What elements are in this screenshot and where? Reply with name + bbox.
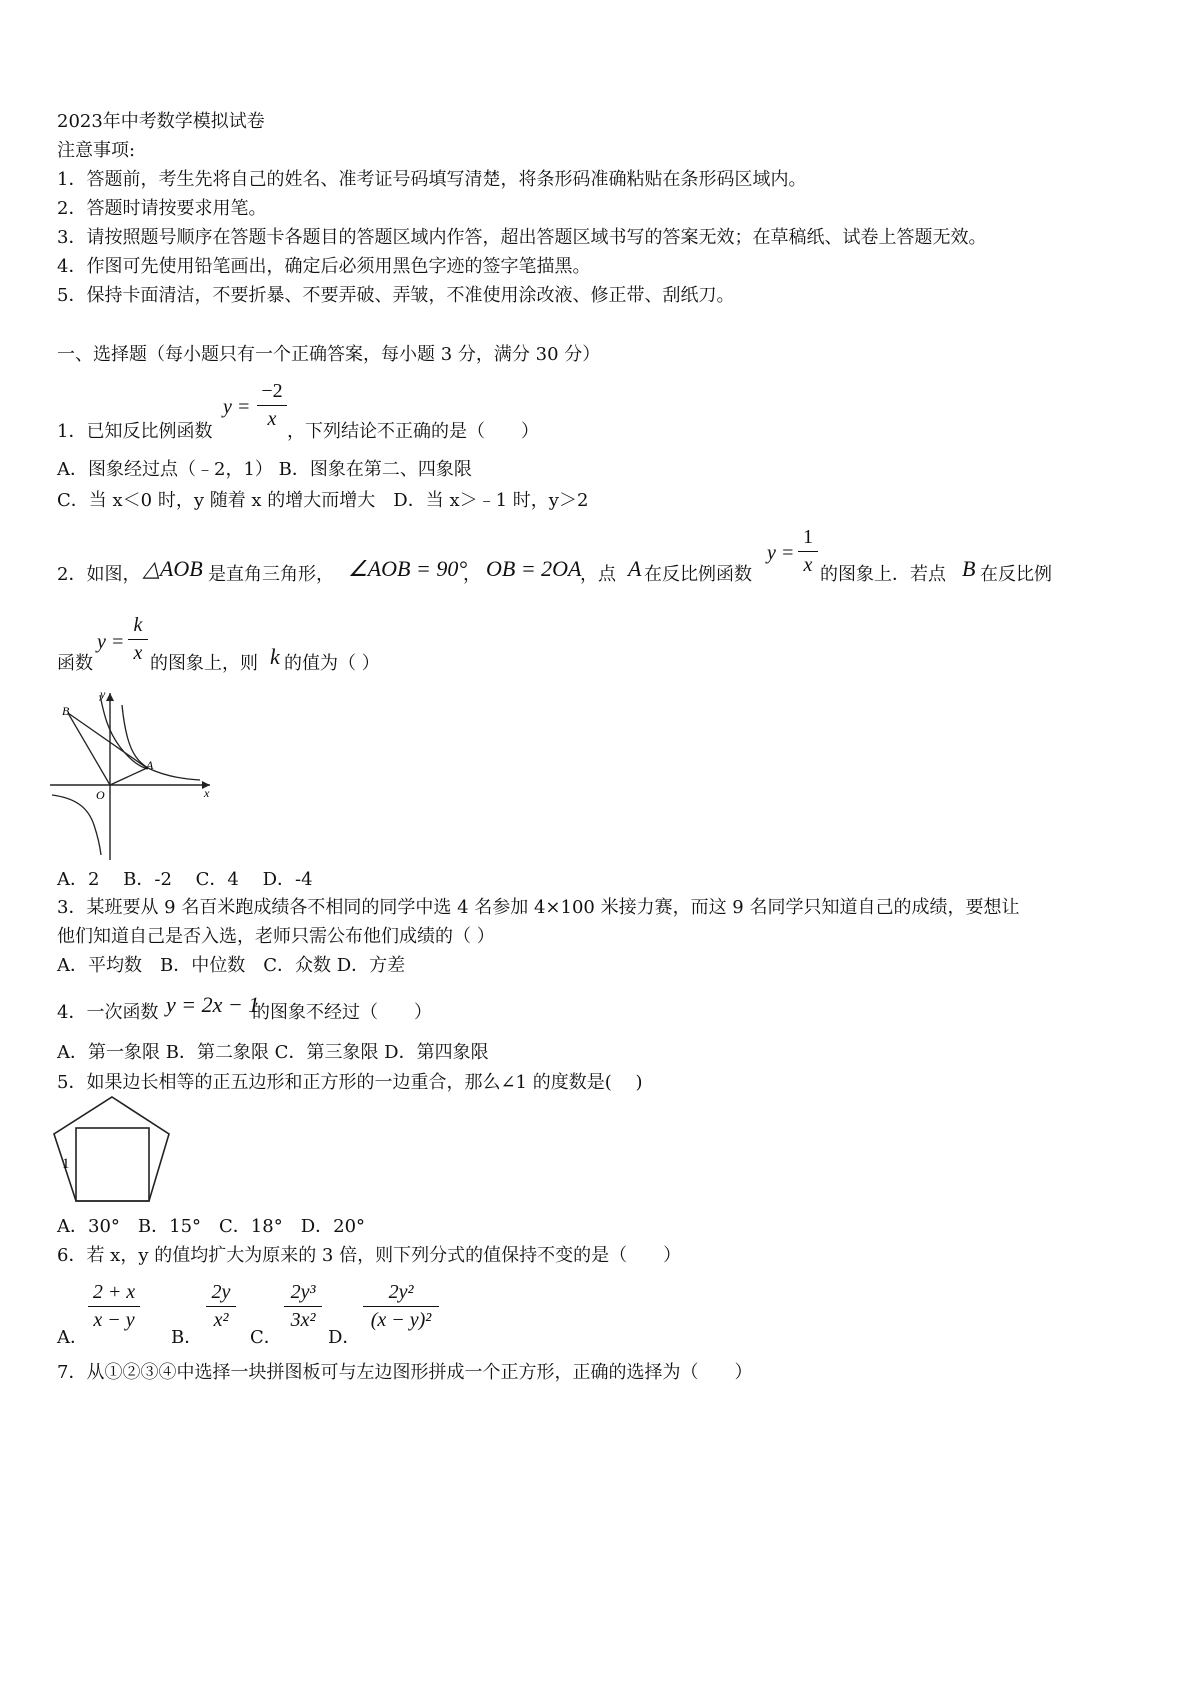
- question-6-option-b-label: B．: [171, 1327, 203, 1348]
- question-5-options: A．30° B．15° C．18° D．20°: [57, 1216, 366, 1237]
- question-2-text: 的图象上．若点: [820, 564, 946, 585]
- question-4-formula: y = 2x − 1: [166, 992, 260, 1017]
- question-2-formula2-lhs: y =: [97, 631, 125, 653]
- question-2-point-b: B: [962, 556, 976, 581]
- hyperbola-branch-q3: [52, 795, 101, 855]
- notice-heading: 注意事项:: [57, 140, 136, 161]
- question-2-graph: [50, 685, 220, 860]
- fraction-numerator: 2 + x: [92, 1281, 136, 1303]
- fraction-denominator: x: [133, 642, 143, 664]
- notice-item: 1．答题前，考生先将自己的姓名、准考证号码填写清楚，将条形码准确粘贴在条形码区域内。: [57, 169, 807, 190]
- question-4-stem-start: 4．一次函数: [57, 1002, 159, 1023]
- fraction-bar: [363, 1306, 439, 1307]
- question-2-text: 的图象上，则: [150, 653, 258, 674]
- square: [76, 1128, 149, 1201]
- question-2-text: 是直角三角形，: [208, 564, 334, 585]
- angle-1-label: 1: [62, 1156, 70, 1172]
- hyperbola-branch-q2: [100, 695, 148, 769]
- question-2-ob-relation: OB = 2OA: [486, 556, 582, 581]
- notice-item: 3．请按照题号顺序在答题卡各题目的答题区域内作答，超出答题区域书写的答案无效；在草稿纸、试卷上答题无效。: [57, 227, 987, 248]
- question-2-point-a: A: [628, 556, 642, 581]
- fraction-numerator: 2y: [211, 1281, 231, 1303]
- notice-item: 4．作图可先使用铅笔画出，确定后必须用黑色字迹的签字笔描黑。: [57, 256, 591, 277]
- notice-item: 2．答题时请按要求用笔。: [57, 198, 267, 219]
- origin-label: O: [96, 788, 105, 802]
- hyperbola-branch-q1: [122, 705, 200, 780]
- question-3-stem: 3．某班要从 9 名百米跑成绩各不相同的同学中选 4 名参加 4×100 米接力赛，而这 9 名同学只知道自己的成绩，要想让: [57, 897, 1020, 918]
- question-2-text: ，点: [580, 564, 616, 585]
- notice-item: 5．保持卡面清洁，不要折暴、不要弄破、弄皱，不准使用涂改液、修正带、刮纸刀。: [57, 285, 735, 306]
- question-1-options-cd: C．当 x＜0 时，y 随着 x 的增大而增大 D．当 x＞﹣1 时，y＞2: [57, 490, 589, 511]
- question-2-text: 的值为（ ）: [284, 653, 380, 674]
- fraction-bar: [128, 639, 148, 640]
- y-axis-label: y: [100, 687, 106, 701]
- point-a-label: A: [146, 758, 154, 772]
- question-2-formula1-lhs: y =: [767, 542, 795, 564]
- pentagon: [54, 1097, 169, 1201]
- question-6-option-a-fraction: [88, 1281, 140, 1332]
- question-6-option-d-fraction: [363, 1281, 439, 1332]
- question-1-formula-lhs: y =: [223, 396, 251, 418]
- question-2-angle: ∠AOB = 90°: [348, 556, 468, 581]
- x-axis-label: x: [204, 786, 210, 800]
- question-3-options: A．平均数 B．中位数 C．众数 D．方差: [57, 955, 406, 976]
- segment-oa: [110, 768, 147, 785]
- question-3-stem: 他们知道自己是否入选，老师只需公布他们成绩的（ ）: [57, 926, 495, 947]
- question-1-fraction: [257, 380, 287, 431]
- question-2-fraction2: [128, 614, 148, 665]
- question-6-option-c-fraction: [284, 1281, 322, 1332]
- question-1-options-ab: A．图象经过点（﹣2，1） B．图象在第二、四象限: [57, 459, 472, 480]
- question-1-stem-start: 1．已知反比例函数: [57, 421, 213, 442]
- fraction-numerator: 2y²: [388, 1281, 414, 1303]
- fraction-bar: [88, 1306, 140, 1307]
- segment-ob: [68, 713, 110, 785]
- question-2-fraction1: [798, 526, 818, 577]
- fraction-denominator: 3x²: [290, 1309, 316, 1331]
- question-4-stem-end: 的图象不经过（ ）: [252, 1002, 432, 1023]
- question-6-stem: 6．若 x，y 的值均扩大为原来的 3 倍，则下列分式的值保持不变的是（ ）: [57, 1245, 682, 1266]
- page-title: 2023年中考数学模拟试卷: [57, 111, 265, 132]
- fraction-numerator: k: [133, 614, 143, 636]
- fraction-bar: [206, 1306, 236, 1307]
- fraction-denominator: (x − y)²: [370, 1309, 432, 1331]
- question-2-text: 在反比例: [980, 564, 1052, 585]
- section-heading: 一、选择题（每小题只有一个正确答案，每小题 3 分，满分 30 分）: [57, 344, 601, 365]
- question-6-option-a-label: A．: [57, 1327, 88, 1348]
- fraction-numerator: 1: [803, 526, 813, 548]
- question-4-options: A．第一象限 B．第二象限 C．第三象限 D．第四象限: [57, 1042, 489, 1063]
- fraction-denominator: x: [803, 554, 813, 576]
- fraction-bar: [284, 1306, 322, 1307]
- question-7-stem: 7．从①②③④中选择一块拼图板可与左边图形拼成一个正方形，正确的选择为（ ）: [57, 1362, 753, 1383]
- question-2-text: 2．如图，: [57, 564, 141, 585]
- fraction-numerator: 2y³: [290, 1281, 316, 1303]
- question-2-text: ，: [463, 564, 481, 585]
- fraction-bar: [257, 405, 287, 406]
- question-5-figure: [50, 1096, 180, 1208]
- fraction-bar: [798, 551, 818, 552]
- fraction-numerator: −2: [261, 380, 283, 402]
- fraction-denominator: x − y: [93, 1309, 135, 1331]
- point-b-label: B: [62, 704, 70, 718]
- question-2-options: A．2 B．-2 C．4 D．-4: [57, 869, 313, 890]
- question-2-text: 函数: [57, 653, 93, 674]
- question-2-triangle: △AOB: [143, 556, 203, 581]
- y-axis-arrow: [106, 693, 114, 701]
- question-1-stem-end: ，下列结论不正确的是（ ）: [287, 421, 539, 442]
- question-2-text: 在反比例函数: [644, 564, 752, 585]
- question-6-option-b-fraction: [206, 1281, 236, 1332]
- segment-ab: [68, 713, 147, 768]
- question-2-k: k: [270, 644, 280, 669]
- question-5-stem: 5．如果边长相等的正五边形和正方形的一边重合，那么∠1 的度数是( ): [57, 1072, 643, 1093]
- question-6-option-c-label: C．: [250, 1327, 282, 1348]
- fraction-denominator: x²: [213, 1309, 229, 1331]
- question-6-option-d-label: D．: [328, 1327, 361, 1348]
- fraction-denominator: x: [267, 408, 277, 430]
